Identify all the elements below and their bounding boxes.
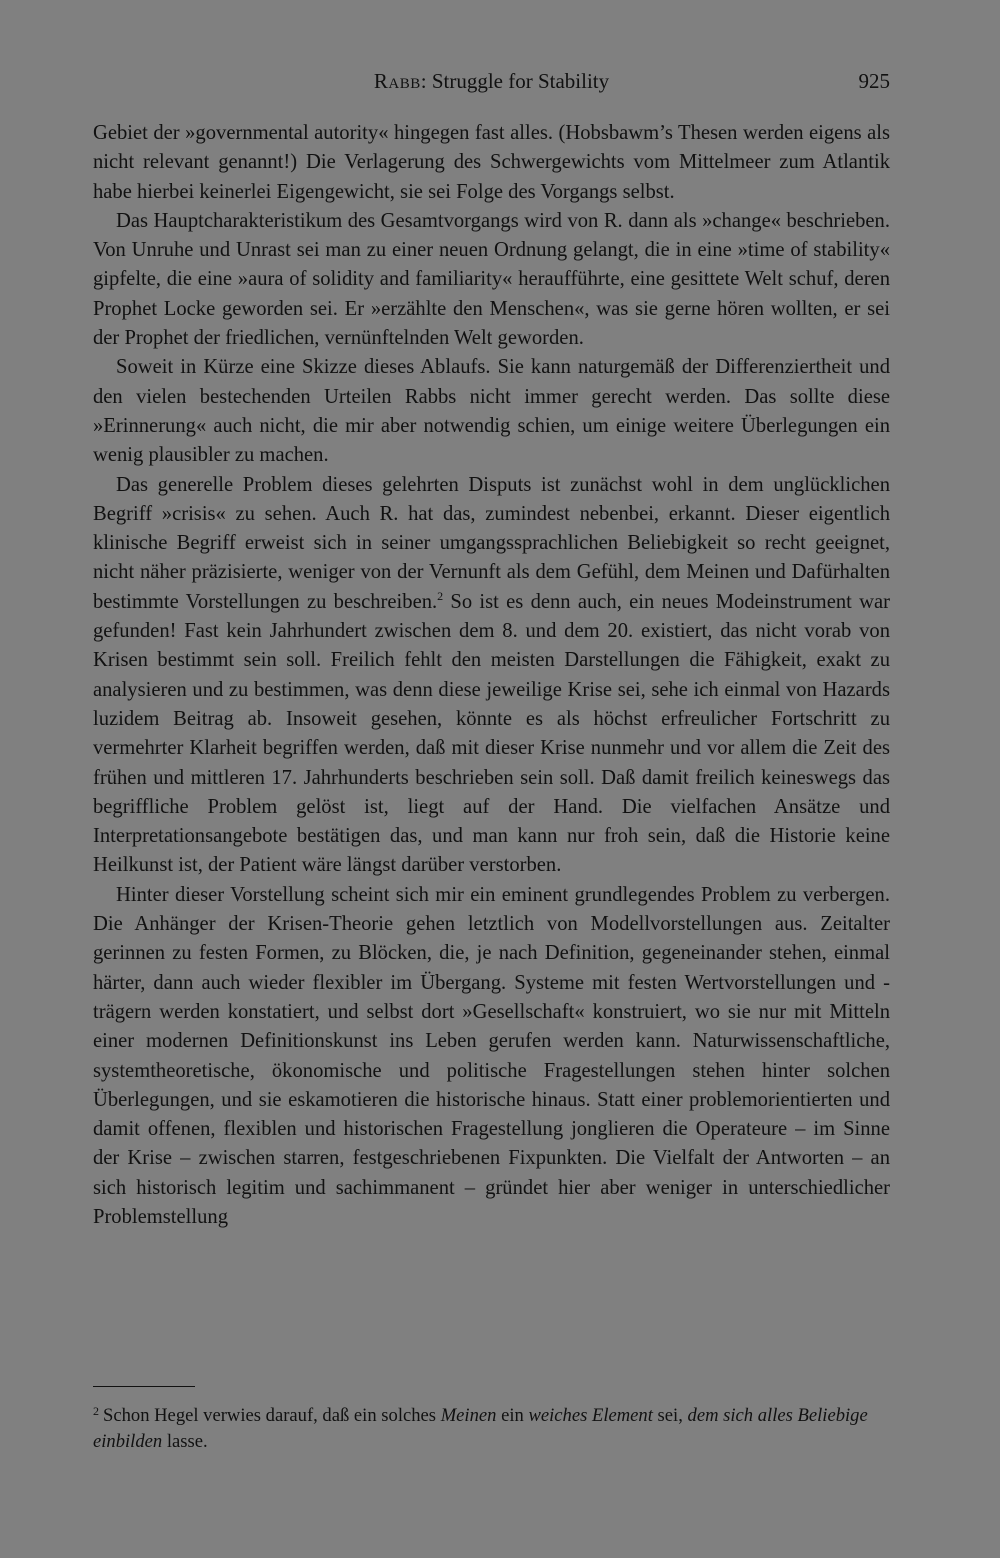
paragraph-3: Soweit in Kürze eine Skizze dieses Ablaufs. Sie kann naturgemäß der Differenziertheit und den vielen bestechenden Urteilen Rabbs nicht immer gerecht werden. Das sollte diese »Erinnerung« auch nicht, die mir aber notwendig schien, um einige weitere Überlegungen ein wenig plausibler zu machen.	[93, 356, 890, 467]
paragraph-4-part-2: So ist es denn auch, ein neues Modeinstrument war gefunden! Fast kein Jahrhundert zwischen dem 8. und dem 20. existiert, das nicht vorab von Krisen bestimmt sein soll. Freilich fehlt den meisten Darstellungen die Fähigkeit, exakt zu analysieren und zu bestimmen, was denn diese jeweilige Krise sei, sehe ich einmal von Hazards luzidem Beitrag ab. Insoweit gesehen, könnte es als höchst erfreulicher Fortschritt zu vermehrter Klarheit begriffen werden, daß mit dieser Krise nunmehr und vor allem die Zeit des frühen und mittleren 17. Jahrhunderts beschrieben sein soll. Daß damit freilich keineswegs das begriffliche Problem gelöst ist, liegt auf der Hand. Die vielfachen Ansätze und Interpretationsangebote bestätigen das, und man kann nur froh sein, daß die Historie keine Heilkunst ist, der Patient wäre längst darüber verstorben.	[93, 590, 890, 877]
footnote-emphasis-1: Meinen	[440, 1405, 497, 1426]
main-text	[93, 119, 890, 1232]
paragraph-1: Gebiet der »governmental autority« hingegen fast alles. (Hobsbawm’s Thesen werden eigens als nicht relevant genannt!) Die Verlagerung des Schwergewichts vom Mittelmeer zum Atlantik habe hierbei keinerlei Eigengewicht, sie sei Folge des Vorgangs selbst.	[93, 122, 890, 203]
footnote-text-4: lasse.	[162, 1431, 208, 1452]
running-title-text: Struggle for Stability	[431, 69, 610, 93]
footnote-emphasis-3: dem sich alles Beliebige einbilden	[93, 1405, 868, 1452]
running-header	[93, 66, 890, 96]
paragraph-4	[93, 471, 890, 881]
paragraph-4-part-1: Das generelle Problem dieses gelehrten Disputs ist zunächst wohl in dem unglücklichen Begriff »crisis« zu sehen. Auch R. hat das, zumindest nebenbei, erkannt. Dieser eigentlich klinische Begriff erweist sich in seiner umgangssprachlichen Beliebigkeit so recht geeignet, nicht näher präzisierte, weniger von der Vernunft als dem Gefühl, dem Meinen und Dafürhalten bestimmte Vorstellungen zu beschreiben.	[93, 473, 890, 613]
footnote-text-2: ein	[496, 1405, 529, 1426]
footnote-marker: 2	[93, 1404, 99, 1418]
page-number: 925	[858, 69, 890, 93]
running-separator: :	[420, 69, 432, 93]
footnote-reference: 2	[437, 588, 444, 603]
footnote-emphasis-2: weiches Element	[528, 1405, 653, 1426]
running-author: Rabb	[373, 69, 421, 93]
paragraph-2: Das Hauptcharakteristikum des Gesamtvorgangs wird von R. dann als »change« beschrieben. Von Unruhe und Unrast sei man zu einer neuen Ordnung gelangt, die in eine »time of stability« gipfelte, die eine »aura of solidity and familiarity« heraufführte, eine gesittete Welt schuf, deren Prophet Locke geworden sei. Er »erzählte den Menschen«, was sie gerne hören wollten, er sei der Prophet der friedlichen, vernünftelnden Welt geworden.	[93, 209, 890, 350]
paragraph-5: Hinter dieser Vorstellung scheint sich mir ein eminent grundlegendes Problem zu verbergen. Die Anhänger der Krisen-Theorie gehen letztlich von Modellvorstellungen aus. Zeitalter gerinnen zu festen Formen, zu Blöcken, die, je nach Definition, gegeneinander stehen, einmal härter, dann auch wieder flexibler im Übergang. Systeme mit festen Wertvorstellungen und -trägern werden konstatiert, und selbst dort »Gesellschaft« konstruiert, wo sie nur mit Mitteln einer modernen Definitionskunst ins Leben gerufen werden kann. Naturwissenschaftliche, systemtheoretische, ökonomische und politische Fragestellungen stehen hinter solchen Überlegungen, und sie eskamotieren die historische hinaus. Statt einer problemorientierten und damit offenen, flexiblen und historischen Fragestellung jonglieren die Operateure – im Sinne der Krise – zwischen starren, festgeschriebenen Fixpunkten. Die Vielfalt der Antworten – an sich historisch legitim und sachimmanent – gründet hier aber weniger in unterschiedlicher Problemstellung	[93, 883, 890, 1228]
running-title	[93, 66, 890, 96]
footnote-text-1: Schon Hegel verwies darauf, daß ein solches	[103, 1405, 441, 1426]
footnote-text-3: sei,	[652, 1405, 688, 1426]
footnote-divider	[93, 1386, 195, 1387]
footnote	[93, 1398, 890, 1455]
